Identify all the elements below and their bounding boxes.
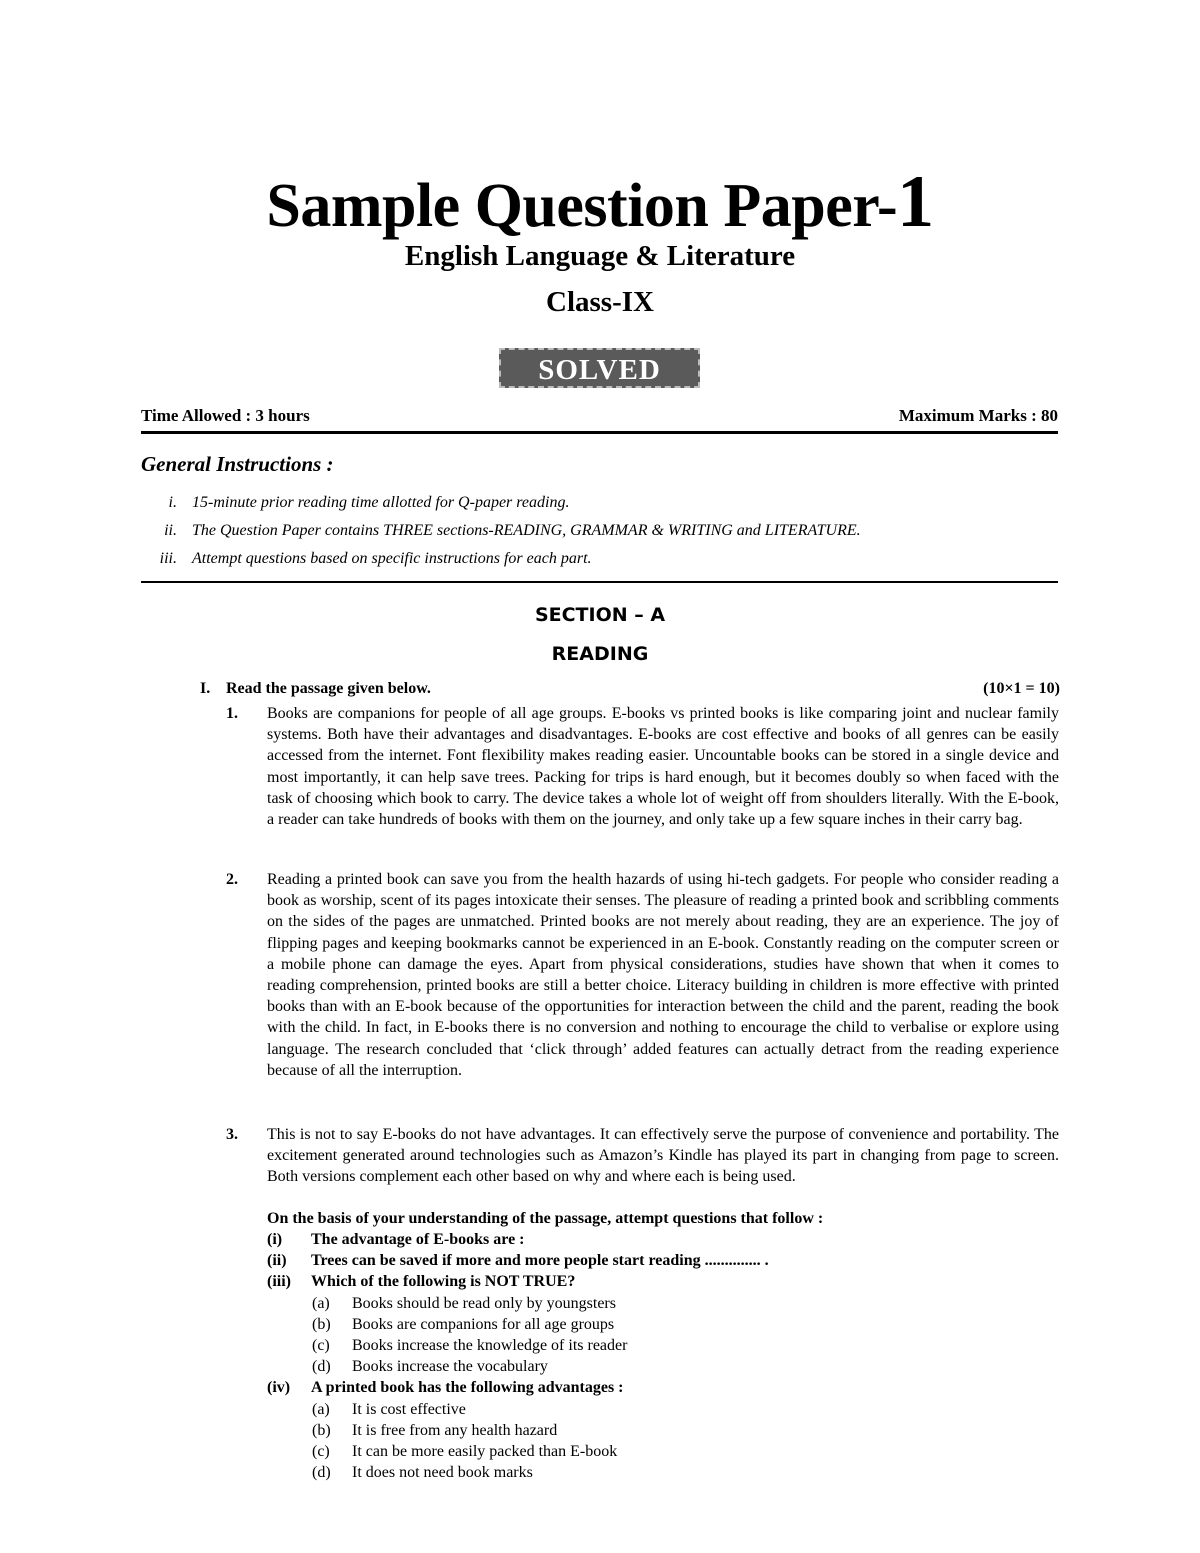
passage-paragraph: Books are companions for people of all age groups. E-books vs printed books is like comparing joint and nuclear family systems. Both have their advantages and disadvantages. E-books are cost effective and books of all genres can be easily accessed from the internet. Font flexibility makes reading easier. Uncountable books can be stored in a single device and most importantly, it can help save trees. Packing for trips is hard enough, but it becomes doubly so when faced with the task of choosing which book to carry. The device takes a whole lot of weight off from shoulders literally. With the E-book, a reader can take hundreds of books with them on the journey, and only take up a few square inches in their carry bag. [267,705,1059,829]
instructions-divider [141,581,1058,583]
option-label: (d) [312,1358,331,1375]
instruction-item [141,548,592,570]
option-text: Books increase the knowledge of its reader [352,1337,628,1354]
option-label: (a) [312,1401,330,1418]
instruction-text: The Question Paper contains THREE sections-READING, GRAMMAR & WRITING and LITERATURE. [192,522,861,539]
instruction-number: iii. [159,550,177,567]
option-text: Books increase the vocabulary [352,1358,548,1375]
instruction-item [141,520,861,542]
header-divider [141,431,1058,434]
passage-paragraph: Reading a printed book can save you from the health hazards of using hi-tech gadgets. For people who consider reading a book as worship, scent of its pages intoxicate their senses. The pleasure of reading a printed book and scribbling comments on the sides of the pages are unmatched. Printed books are not merely about reading, they are an experience. The joy of flipping pages and keeping bookmarks cannot be experienced in an E-book. Constantly reading on the computer screen or a mobile phone can damage the eyes. Apart from physical considerations, studies have shown that when it comes to reading comprehension, printed books are still a better choice. Literacy building in children is more effective with printed books than with an E-book because of the opportunities for interaction between the child and the parent, reading the book with the child. In fact, in E-books there is no conversion and nothing to encourage the child to verbalise or explore using language. The research concluded that ‘click through’ added features can actually detract from the reading experience because of all the interruption. [267,871,1059,1079]
option-text: Books are companions for all age groups [352,1316,615,1333]
instruction-text: Attempt questions based on specific instructions for each part. [192,550,592,567]
passage-paragraph: This is not to say E-books do not have advantages. It can effectively serve the purpose of convenience and portability. The excitement generated around technologies such as Amazon’s Kindle has played its part in changing from page to screen. Both versions complement each other based on why and where each is being used. [267,1126,1059,1186]
time-allowed: Time Allowed : 3 hours [141,406,310,425]
instruction-number: i. [168,494,177,511]
option-text: It can be more easily packed than E-book [352,1443,618,1460]
paper-title-text: Sample Question Paper- [266,172,898,240]
subject-heading: English Language & Literature [404,240,796,272]
option-text: It is cost effective [352,1401,466,1418]
option-label: (c) [312,1337,330,1354]
section-name: READING [551,643,649,665]
option-text: Books should be read only by youngsters [352,1295,616,1312]
sub-question-text: A printed book has the following advantages : [311,1379,624,1396]
option-label: (c) [312,1443,330,1460]
sub-question-number: (i) [267,1231,283,1248]
solved-badge: SOLVED [499,348,700,388]
option-text: It is free from any health hazard [352,1422,558,1439]
paper-number: 1 [897,161,934,243]
paragraph-number: 2. [226,871,238,888]
paragraph-number: 3. [226,1126,238,1143]
section-title: SECTION – A [534,604,666,626]
maximum-marks: Maximum Marks : 80 [898,406,1058,425]
sub-question-number: (ii) [267,1252,287,1269]
class-heading: Class-IX [546,286,654,318]
paper-title [0,161,1200,243]
questions-instruction: On the basis of your understanding of the passage, attempt questions that follow : [267,1210,824,1227]
instruction-item [141,492,570,514]
question-marks: (10×1 = 10) [983,680,1060,697]
option-text: It does not need book marks [352,1464,533,1481]
option-label: (d) [312,1464,331,1481]
instructions-heading: General Instructions : [141,452,334,476]
sub-question-number: (iv) [267,1379,291,1396]
sub-question-text: Which of the following is NOT TRUE? [311,1273,576,1290]
sub-question-text: The advantage of E-books are : [311,1231,525,1248]
paragraph-number: 1. [226,705,238,722]
option-label: (b) [312,1316,331,1333]
option-label: (a) [312,1295,330,1312]
option-label: (b) [312,1422,331,1439]
sub-question-number: (iii) [267,1273,291,1290]
instruction-number: ii. [164,522,177,539]
question-text: Read the passage given below. [226,680,431,697]
instruction-text: 15-minute prior reading time allotted for Q-paper reading. [192,494,570,511]
question-number: I. [200,680,211,697]
sub-question-text: Trees can be saved if more and more people start reading .............. . [311,1252,769,1269]
